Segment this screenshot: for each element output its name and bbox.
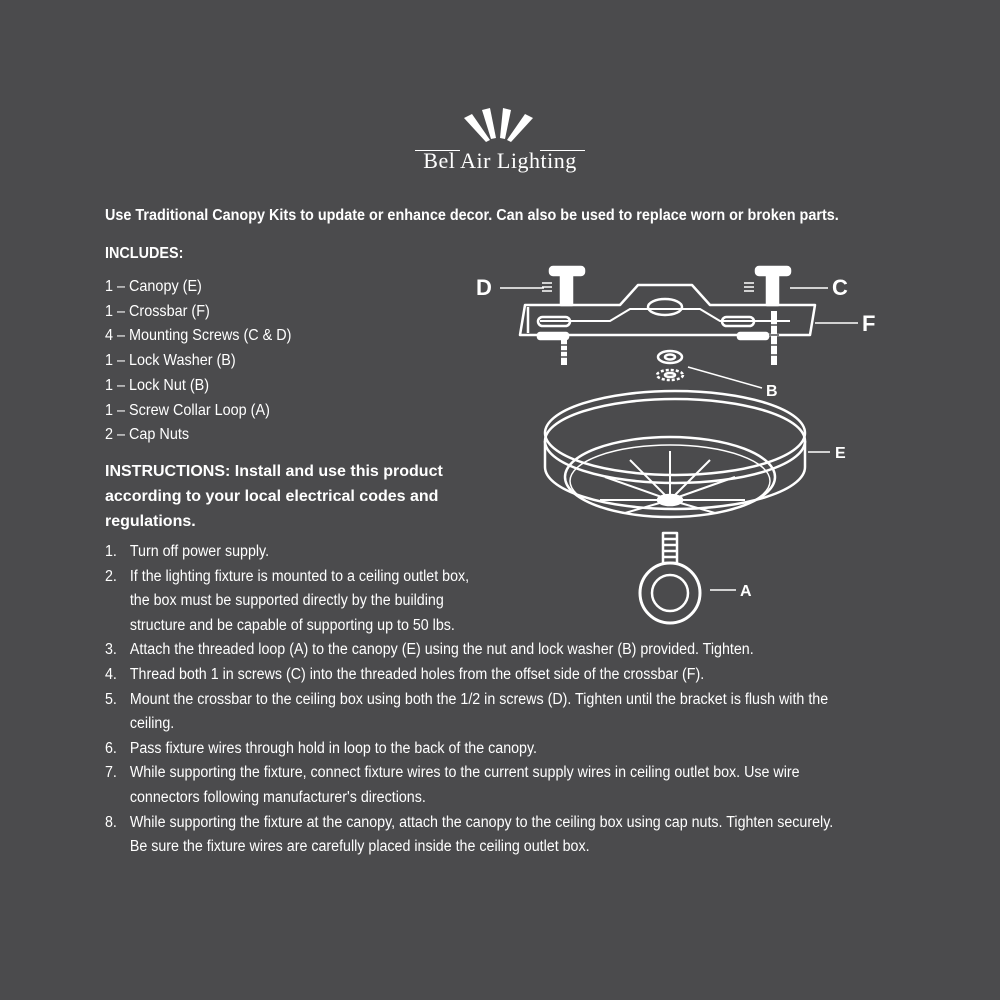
callout-f: F xyxy=(862,311,876,336)
includes-item: 1 – Canopy (E) xyxy=(105,278,202,295)
includes-item: 1 – Lock Washer (B) xyxy=(105,352,236,370)
step-item xyxy=(105,565,479,639)
callout-e: E xyxy=(835,445,846,462)
callout-d: D xyxy=(476,275,492,300)
step-number: 2. xyxy=(105,567,117,585)
includes-heading: INCLUDES: xyxy=(105,245,184,262)
includes-list xyxy=(105,275,291,448)
canopy-part xyxy=(545,391,805,517)
step-text: If the lighting fixture is mounted to a ceiling outlet box, the box must be supported directly by the building structure and be capable of supporting up to 50 lbs. xyxy=(129,567,470,634)
includes-item: 4 – Mounting Screws (C & D) xyxy=(105,327,292,345)
callout-c: C xyxy=(832,275,848,300)
step-item xyxy=(105,761,841,810)
step-number: 4. xyxy=(105,665,117,683)
mounting-screw-top-right xyxy=(756,267,790,305)
includes-item: 1 – Crossbar (F) xyxy=(105,302,210,320)
brand-name: Bel Air Lighting xyxy=(423,148,577,173)
step-number: 7. xyxy=(105,764,117,782)
includes-item: 1 – Screw Collar Loop (A) xyxy=(105,401,270,419)
includes-item: 1 – Lock Nut (B) xyxy=(105,376,210,394)
sunburst-icon xyxy=(460,108,540,148)
step-number: 3. xyxy=(105,641,117,659)
lock-nut-and-washer-part xyxy=(657,351,683,380)
includes-item: 2 – Cap Nuts xyxy=(105,426,190,444)
step-text: While supporting the fixture at the canopy, attach the canopy to the ceiling box using cap nuts. Tighten securely. Be sure the fixture wires are carefully placed inside the ceiling outlet box. xyxy=(129,813,834,856)
step-item xyxy=(105,811,841,860)
step-number: 5. xyxy=(105,690,117,708)
step-item xyxy=(105,663,841,688)
mounting-screw-bottom-left xyxy=(538,333,569,365)
instructions-heading: INSTRUCTIONS: Install and use this product according to your local electrical codes and regulations. xyxy=(105,463,443,530)
step-number: 8. xyxy=(105,813,117,831)
brand-logo xyxy=(0,108,1000,188)
callout-b: B xyxy=(766,383,778,400)
step-text: Thread both 1 in screws (C) into the threaded holes from the offset side of the crossbar (F). xyxy=(129,665,705,683)
screw-collar-loop-part xyxy=(640,533,700,623)
mounting-screw-top-left xyxy=(550,267,584,305)
step-item xyxy=(105,737,841,762)
canopy-kit-illustration xyxy=(460,255,900,635)
step-text: Attach the threaded loop (A) to the canopy (E) using the nut and lock washer (B) provided. Tighten. xyxy=(129,641,754,659)
step-text: Mount the crossbar to the ceiling box using both the 1/2 in screws (D). Tighten until the bracket is flush with the ceiling. xyxy=(129,690,829,733)
step-text: While supporting the fixture, connect fixture wires to the current supply wires in ceiling outlet box. Use wire connectors following manufacturer's directions. xyxy=(129,764,800,806)
step-text: Pass fixture wires through hold in loop to the back of the canopy. xyxy=(129,739,538,757)
step-item xyxy=(105,638,841,663)
step-number: 6. xyxy=(105,739,117,757)
parts-diagram xyxy=(460,255,900,635)
intro-text: Use Traditional Canopy Kits to update or enhance decor. Can also be used to replace worn or broken parts. xyxy=(105,207,839,224)
step-number: 1. xyxy=(105,543,117,560)
step-text: Turn off power supply. xyxy=(129,543,270,560)
callout-a: A xyxy=(740,583,752,600)
step-item xyxy=(105,688,841,737)
